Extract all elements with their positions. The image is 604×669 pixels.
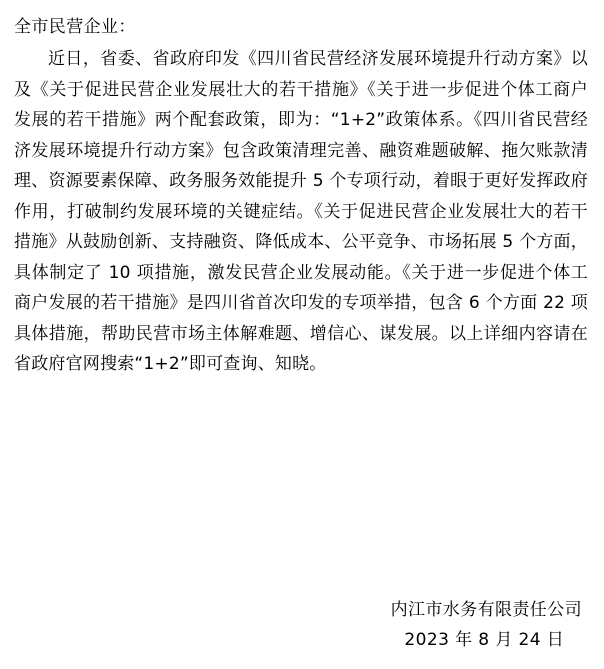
document-body-paragraph: 近日，省委、省政府印发《四川省民营经济发展环境提升行动方案》以及《关于促进民营企业发展壮大的若干措施》《关于进一步促进个体工商户发展的若干措施》两个配套政策，即为：“1+2”政策体系。《四川省民营经济发展环境提升行动方案》包含政策清理完善、融资难题破解、拖欠账款清理、资源要素保障、政务服务效能提升 5 个专项行动，着眼于更好发挥政府作用，打破制约发展环境的关键症结。《关于促进民营企业发展壮大的若干措施》从鼓励创新、支持融资、降低成本、公平竞争、市场拓展 5 个方面，具体制定了 10 项措施，激发民营企业发展动能。《关于进一步促进个体工商户发展的若干措施》是四川省首次印发的专项举措，包含 6 个方面 22 项具体措施，帮助民营市场主体解难题、增信心、谋发展。以上详细内容请在省政府官网搜索“1+2”即可查询、知晓。 — [14, 49, 588, 374]
signature-company: 内江市水务有限责任公司 — [390, 600, 582, 620]
salutation-line: 全市民营企业： — [14, 17, 136, 37]
signature-block — [391, 595, 582, 655]
signature-date: 2023 年 8 月 24 日 — [404, 630, 565, 650]
